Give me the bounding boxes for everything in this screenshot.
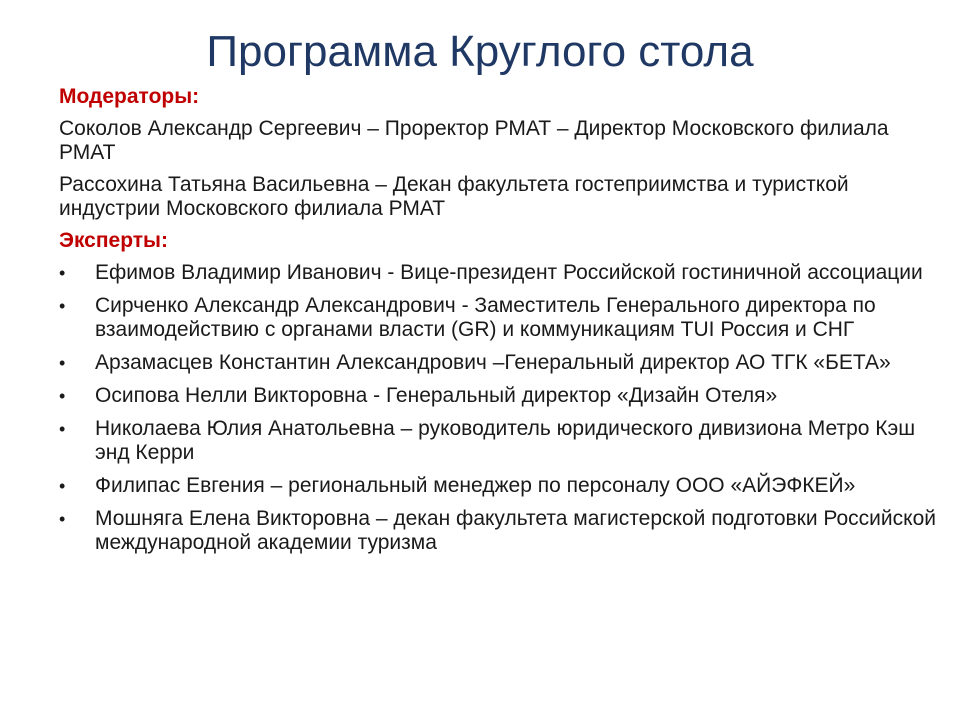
bullet-icon: • (59, 263, 66, 283)
expert-item (59, 261, 939, 285)
expert-item (59, 384, 939, 408)
expert-item (59, 351, 939, 375)
expert-text: Николаева Юлия Анатольевна – руководитель юридического дивизиона Метро Кэш энд Керри (95, 417, 916, 464)
bullet-icon: • (59, 509, 66, 529)
moderators-heading: Модераторы: (59, 85, 200, 108)
expert-text: Филипас Евгения – региональный менеджер по персоналу ООО «АЙЭФКЕЙ» (95, 474, 856, 497)
bullet-icon: • (59, 353, 66, 373)
slide-content (59, 85, 939, 564)
expert-text: Осипова Нелли Викторовна - Генеральный директор «Дизайн Отеля» (95, 384, 778, 407)
expert-item (59, 294, 939, 342)
expert-text: Арзамасцев Константин Александрович –Генеральный директор АО ТГК «БЕТА» (95, 351, 891, 374)
bullet-icon: • (59, 476, 66, 496)
moderator-item: Соколов Александр Сергеевич – Проректор РМАТ – Директор Московского филиала РМАТ (59, 117, 889, 164)
moderator-item: Рассохина Татьяна Васильевна – Декан факультета гостеприимства и туристкой индустрии Московского филиала РМАТ (59, 173, 849, 220)
expert-text: Сирченко Александр Александрович - Заместитель Генерального директора по взаимодействию с органами власти (GR) и коммуникациям TUI Россия и СНГ (95, 294, 876, 341)
bullet-icon: • (59, 296, 66, 316)
slide-title: Программа Круглого стола (206, 27, 754, 76)
experts-heading: Эксперты: (59, 229, 168, 252)
expert-item (59, 417, 939, 465)
expert-item (59, 474, 939, 498)
expert-text: Ефимов Владимир Иванович - Вице-президент Российской гостиничной ассоциации (95, 261, 923, 284)
bullet-icon: • (59, 386, 66, 406)
experts-list (59, 261, 939, 555)
bullet-icon: • (59, 419, 66, 439)
expert-text: Мошняга Елена Викторовна – декан факультета магистерской подготовки Российской международной академии туризма (95, 507, 936, 554)
expert-item (59, 507, 939, 555)
